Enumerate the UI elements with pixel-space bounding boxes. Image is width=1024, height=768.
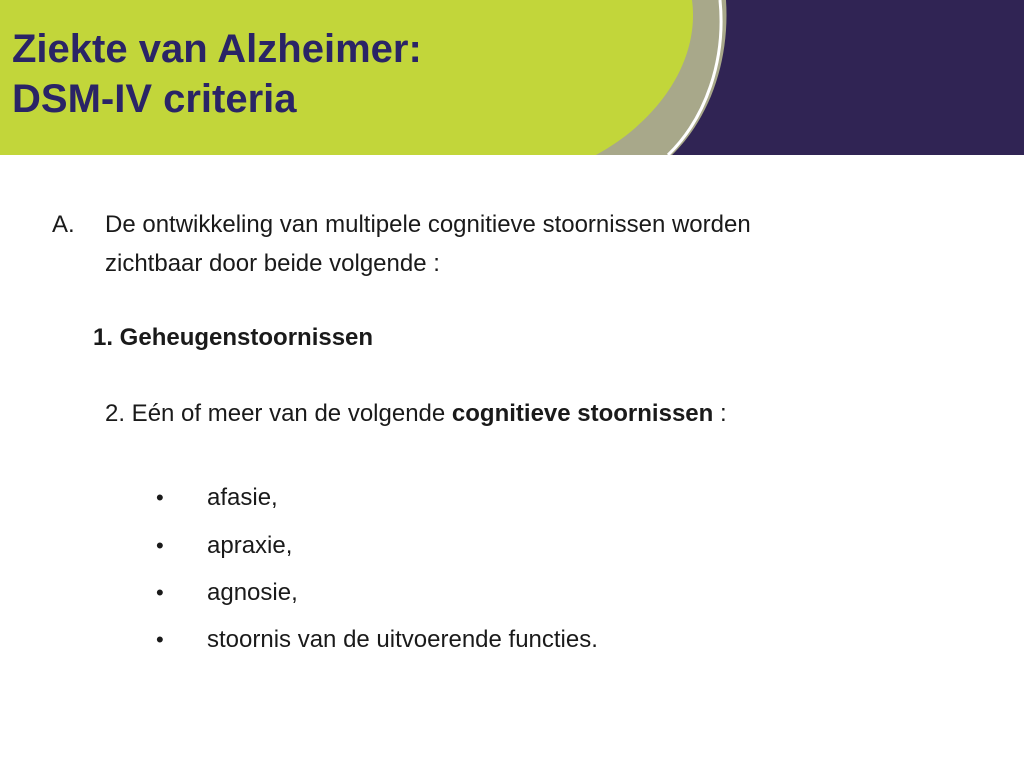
item-cognitive-bold: cognitieve stoornissen [451,400,714,427]
bullet-icon: • [156,627,164,652]
bullet-text: agnosie, [207,579,298,606]
item-memory-disorders: 1. Geheugenstoornissen [93,324,374,351]
slide-title-line2: DSM-IV criteria [12,77,297,121]
item-cognitive-end: : [713,400,727,427]
slide-title-line1: Ziekte van Alzheimer: [12,27,422,71]
criterion-a-line2: zichtbaar door beide volgende : [105,250,440,277]
item-cognitive-disorders [105,399,727,429]
bullet-text: apraxie, [207,532,293,559]
bullet-icon: • [156,485,164,510]
bullet-icon: • [156,580,164,605]
criterion-a-line1: De ontwikkeling van multipele cognitieve stoornissen worden [105,211,751,238]
criterion-a-marker: A. [52,211,75,238]
item-cognitive-plain: 2. Eén of meer van de volgende [105,400,452,427]
bullet-icon: • [156,533,164,558]
bullet-text: afasie, [207,484,278,511]
bullet-text: stoornis van de uitvoerende functies. [207,626,598,653]
